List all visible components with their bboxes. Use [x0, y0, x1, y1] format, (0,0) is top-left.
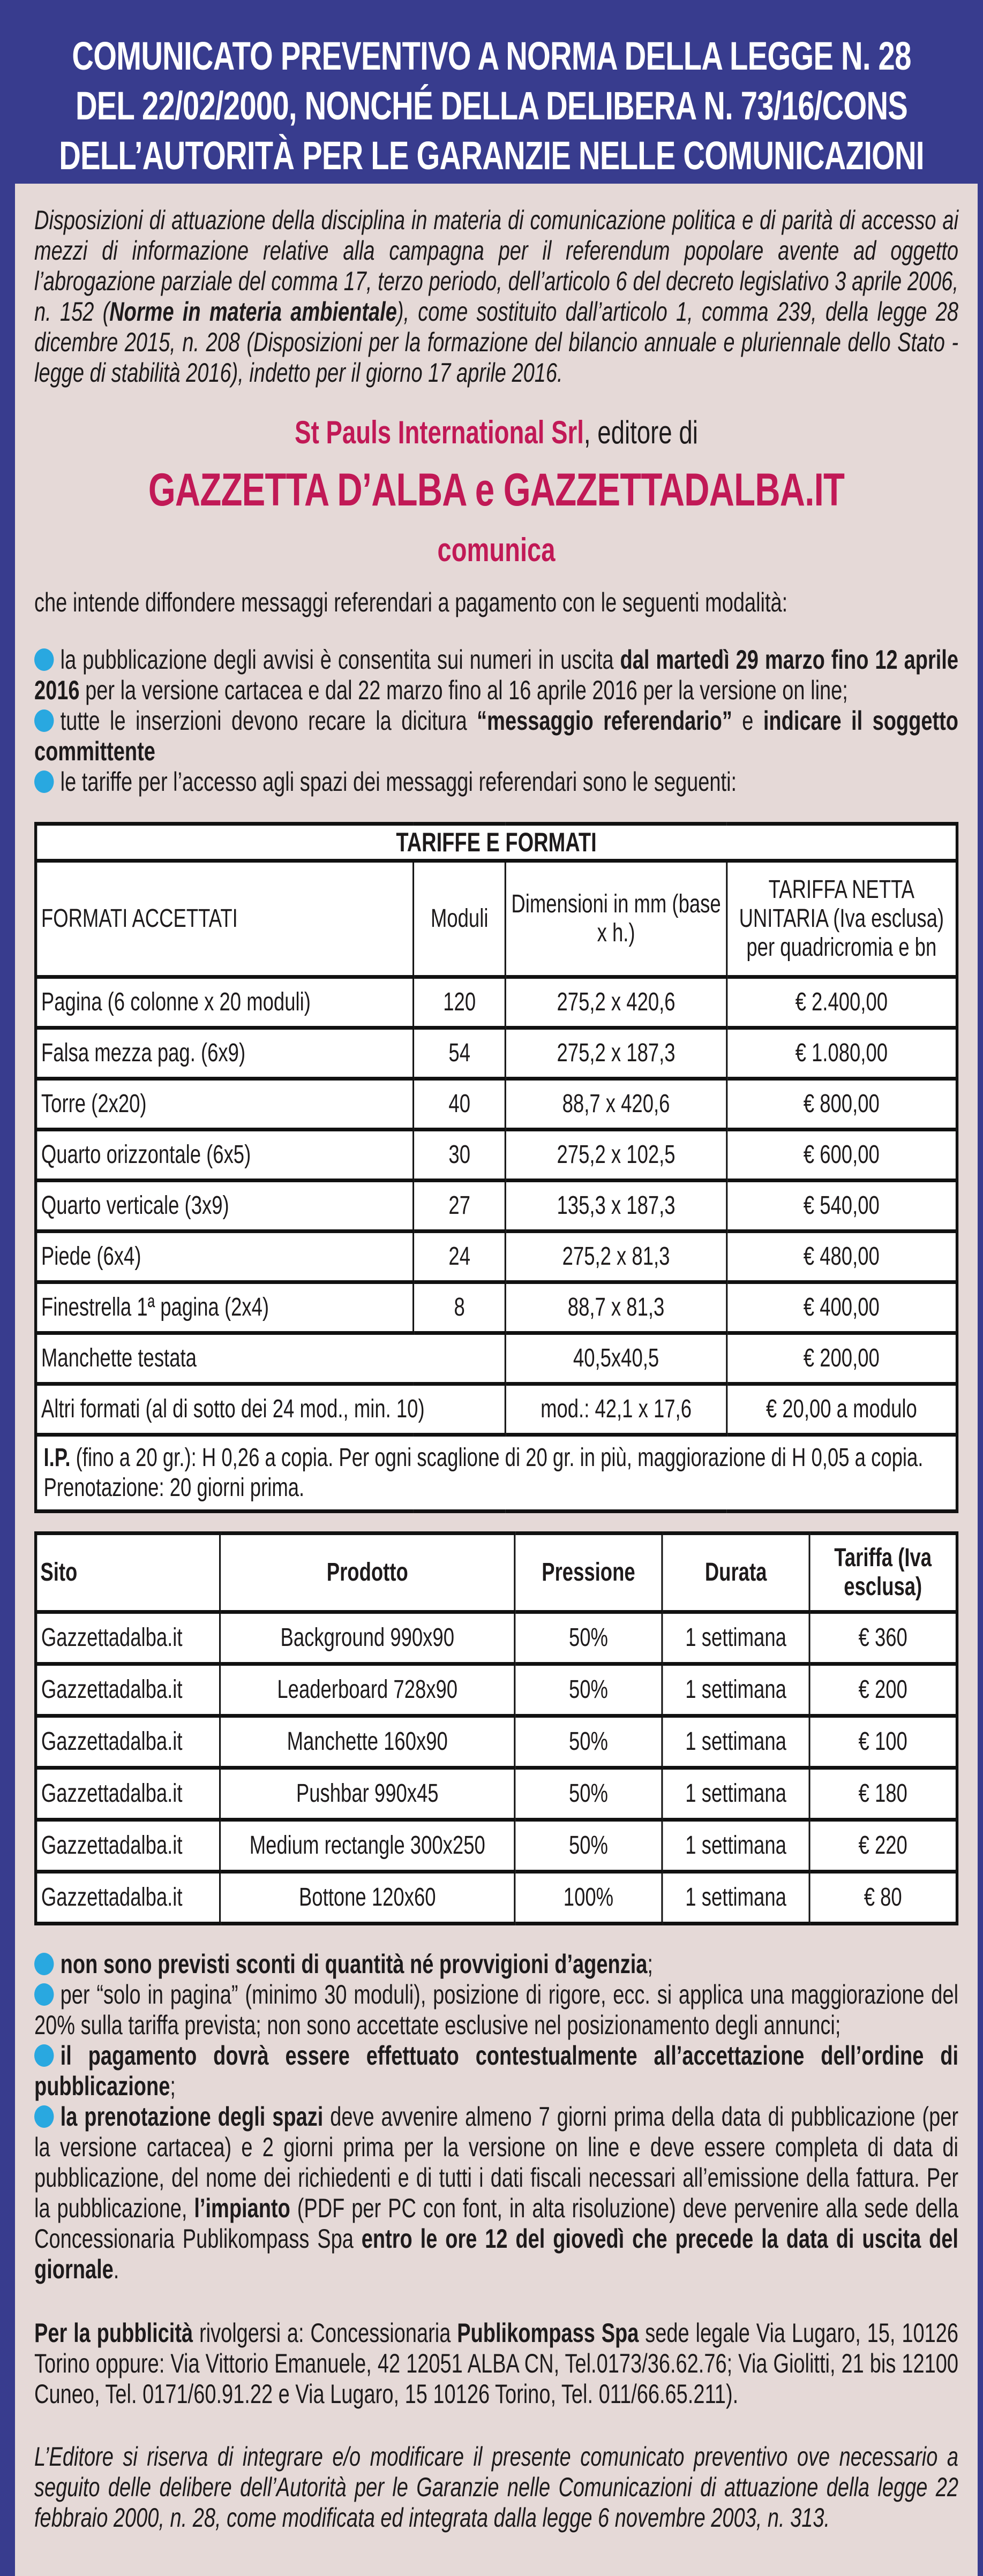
table-row: [36, 1028, 957, 1079]
disclaimer-paragraph: [34, 2442, 958, 2533]
column-header: Sito: [36, 1533, 220, 1612]
table-row: [36, 1820, 957, 1872]
table-cell: 8: [414, 1282, 506, 1333]
web-rates-table: [34, 1531, 958, 1925]
table-cell: 275,2 x 420,6: [506, 977, 727, 1028]
text-segment: (fino a 20 gr.): H 0,26 a copia. Per ogni scaglione di 20 gr. in più, maggiorazione di H 0,05 a copia. Prenotazione: 20 giorni prima.: [43, 1444, 924, 1502]
lead-paragraph: che intende diffondere messaggi referendari a pagamento con le seguenti modalità:: [34, 587, 788, 617]
text-segment: St Pauls International Srl: [295, 414, 584, 450]
intro-paragraph: [34, 205, 958, 388]
table-cell: 54: [414, 1028, 506, 1079]
table-cell: 1 settimana: [662, 1872, 809, 1924]
table-cell: € 200,00: [726, 1333, 957, 1384]
bullet-dot-icon: [34, 2105, 54, 2128]
table-cell: Quarto orizzontale (6x5): [36, 1130, 414, 1181]
text-segment: , editore di: [583, 414, 698, 450]
table-cell: € 20,00 a modulo: [726, 1384, 957, 1435]
column-header: FORMATI ACCETTATI: [36, 861, 414, 977]
column-header: Prodotto: [220, 1533, 515, 1612]
table-row: [36, 1664, 957, 1716]
comunica-line: [34, 533, 958, 568]
table-row: [36, 1232, 957, 1282]
bullet-item: [34, 2041, 958, 2102]
bullet-item: [34, 1949, 958, 1980]
table-cell: 88,7 x 420,6: [506, 1079, 727, 1130]
bullet-dot-icon: [34, 648, 54, 671]
table-cell: Gazzettadalba.it: [36, 1872, 220, 1924]
table-cell: Pushbar 990x45: [220, 1768, 515, 1820]
table-cell: mod.: 42,1 x 17,6: [506, 1384, 727, 1435]
text-segment: non sono previsti sconti di quantità né provvigioni d’agenzia: [60, 1949, 648, 1979]
table-cell: 24: [414, 1232, 506, 1282]
table-row: [36, 1768, 957, 1820]
table-row: [36, 1872, 957, 1924]
table-cell: € 200: [809, 1664, 957, 1716]
bullet-dot-icon: [34, 1983, 54, 2006]
table-cell: 50%: [515, 1820, 662, 1872]
table-cell: 30: [414, 1130, 506, 1181]
text-segment: Disposizioni di attuazione della disciplina in materia di comunicazione politica e di parità di accesso ai mezzi di informazione relative alla campagna per il referendum popolare avente ad oggetto l’abrogazione parziale del comma 17, terzo periodo, dell’articolo 6 del decreto legislativo 3 aprile 2006, n. 152 (: [34, 205, 959, 327]
table-row: [36, 1079, 957, 1130]
text-segment: ;: [170, 2071, 176, 2101]
text-segment: le tariffe per l’accesso agli spazi dei messaggi referendari sono le seguenti:: [60, 767, 737, 797]
table-cell: Finestrella 1ª pagina (2x4): [36, 1282, 414, 1333]
text-segment: .: [113, 2254, 119, 2284]
content-panel: [15, 184, 978, 2576]
table-cell: € 540,00: [726, 1181, 957, 1232]
column-header: Pressione: [515, 1533, 662, 1612]
table-row: [36, 1716, 957, 1768]
notice-title-line-3: DELL’AUTORITÀ PER LE GARANZIE NELLE COMUNICAZIONI: [59, 133, 924, 178]
table-cell: 1 settimana: [662, 1768, 809, 1820]
table-cell: Manchette 160x90: [220, 1716, 515, 1768]
text-segment: deve avvenire almeno 7 giorni prima della data di pubblicazione (per la versione cartacea) e 2 giorni prima per la versione on line e deve essere completa di data di pubblicazione, del nome dei richiedenti e di tutti i dati fiscali necessari all’emissione della fattura. Per la pubblicazione,: [34, 2102, 959, 2223]
text-segment: “messaggio referendario”: [477, 706, 732, 736]
text-segment: dal martedì 29 marzo fino 12 aprile 2016: [34, 645, 959, 705]
notice-title-line-1: COMUNICATO PREVENTIVO A NORMA DELLA LEGGE N. 28: [72, 34, 911, 78]
table-cell: € 220: [809, 1820, 957, 1872]
text-segment: Publikompass Spa: [457, 2318, 639, 2348]
table-cell: Altri formati (al di sotto dei 24 mod., min. 10): [36, 1384, 506, 1435]
table-cell: 1 settimana: [662, 1612, 809, 1664]
column-header: Dimensioni in mm (base x h.): [506, 861, 727, 977]
bullet-item: [34, 2102, 958, 2285]
table-cell: € 80: [809, 1872, 957, 1924]
bullet-item: [34, 767, 958, 797]
table-title: TARIFFE E FORMATI: [36, 824, 957, 861]
column-header: Moduli: [414, 861, 506, 977]
text-segment: GAZZETTA D’ALBA e GAZZETTADALBA.IT: [148, 464, 845, 516]
table-cell: Background 990x90: [220, 1612, 515, 1664]
notice-header: [0, 0, 983, 184]
table-cell: € 2.400,00: [726, 977, 957, 1028]
text-segment: la pubblicazione degli avvisi è consentita sui numeri in uscita: [60, 645, 620, 675]
publisher-line: [34, 415, 958, 450]
text-segment: comunica: [437, 532, 556, 569]
bullet-dot-icon: [34, 709, 54, 732]
text-segment: il pagamento dovrà essere effettuato contestualmente all’accettazione dell’ordine di pubblicazione: [34, 2041, 959, 2101]
table-header-row: [36, 861, 957, 977]
table-cell: € 360: [809, 1612, 957, 1664]
table-cell: € 400,00: [726, 1282, 957, 1333]
table-row: [36, 1130, 957, 1181]
table-cell: Falsa mezza pag. (6x9): [36, 1028, 414, 1079]
table-cell: 40,5x40,5: [506, 1333, 727, 1384]
text-segment: I.P.: [43, 1444, 71, 1472]
table-cell: € 480,00: [726, 1232, 957, 1282]
table-row: [36, 1282, 957, 1333]
text-segment: rivolgersi a: Concessionaria: [193, 2318, 457, 2348]
table-cell: Quarto verticale (3x9): [36, 1181, 414, 1232]
column-header: TARIFFA NETTA UNITARIA (Iva esclusa) per quadricromia e bn: [726, 861, 957, 977]
text-segment: entro le ore 12 del giovedì che precede la data di uscita del giornale: [34, 2224, 958, 2284]
bullet-list-top: [34, 645, 958, 797]
table-cell: Piede (6x4): [36, 1232, 414, 1282]
table-row: [36, 1435, 957, 1512]
bullet-dot-icon: [34, 1953, 54, 1975]
text-segment: ), come sostituito dall’articolo 1, comma 239, della legge 28 dicembre 2015, n. 208 (Disposizioni per la formazione del bilancio annuale e pluriennale dello Stato - legge di stabilità 2016), indetto per il giorno 17 aprile 2016.: [34, 297, 959, 388]
table-cell: Gazzettadalba.it: [36, 1716, 220, 1768]
table-cell: Medium rectangle 300x250: [220, 1820, 515, 1872]
text-segment: indicare il soggetto committente: [34, 706, 959, 766]
table-cell: 50%: [515, 1716, 662, 1768]
newspaper-title-line: [34, 465, 958, 515]
bullet-dot-icon: [34, 2044, 54, 2067]
table-cell: 135,3 x 187,3: [506, 1181, 727, 1232]
bullet-item: [34, 1980, 958, 2041]
text-segment: (PDF per PC con font, in alta risoluzione) deve pervenire alla sede della Concessionaria Publikompass Spa: [34, 2193, 959, 2254]
table-cell: 1 settimana: [662, 1664, 809, 1716]
table-cell: 50%: [515, 1768, 662, 1820]
table-cell: Gazzettadalba.it: [36, 1820, 220, 1872]
table-cell: Pagina (6 colonne x 20 moduli): [36, 977, 414, 1028]
column-header: Durata: [662, 1533, 809, 1612]
table-header-row: [36, 1533, 957, 1612]
table-row: [36, 1181, 957, 1232]
table-cell: € 1.080,00: [726, 1028, 957, 1079]
text-segment: Per la pubblicità: [34, 2318, 193, 2348]
table-cell: Gazzettadalba.it: [36, 1768, 220, 1820]
table-cell: 1 settimana: [662, 1716, 809, 1768]
bullet-item: [34, 645, 958, 706]
bullet-list-bottom: [34, 1949, 958, 2285]
contact-paragraph: [34, 2318, 958, 2409]
table-cell: Gazzettadalba.it: [36, 1612, 220, 1664]
table-title-row: [36, 824, 957, 861]
table-cell: 50%: [515, 1612, 662, 1664]
table-row: [36, 1612, 957, 1664]
table-cell: 275,2 x 81,3: [506, 1232, 727, 1282]
bullet-dot-icon: [34, 770, 54, 793]
bullet-item: [34, 706, 958, 767]
table-cell: 120: [414, 977, 506, 1028]
table-cell: 50%: [515, 1664, 662, 1716]
text-segment: l’impianto: [194, 2193, 290, 2223]
table-cell: Gazzettadalba.it: [36, 1664, 220, 1716]
table-cell: 88,7 x 81,3: [506, 1282, 727, 1333]
notice-title-line-2: DEL 22/02/2000, NONCHÉ DELLA DELIBERA N. 73/16/CONS: [75, 84, 908, 128]
table-cell: € 100: [809, 1716, 957, 1768]
table-cell: 1 settimana: [662, 1820, 809, 1872]
table-row: [36, 977, 957, 1028]
table-cell: Leaderboard 728x90: [220, 1664, 515, 1716]
text-segment: L’Editore si riserva di integrare e/o modificare il presente comunicato preventivo ove necessario a seguito delle delibere dell’Autorità per le Garanzie nelle Comunicazioni di attuazione della legge 22 febbraio 2000, n. 28, come modificata ed integrata dalla legge 6 novembre 2003, n. 313.: [34, 2442, 959, 2533]
text-segment: per “solo in pagina” (minimo 30 moduli), posizione di rigore, ecc. si applica una maggiorazione del 20% sulla tariffa prevista; non sono accettate esclusive nel posizionamento degli annunci;: [34, 1980, 959, 2040]
tariffs-formats-table: [34, 822, 958, 1513]
table-cell: 275,2 x 102,5: [506, 1130, 727, 1181]
table-cell: 275,2 x 187,3: [506, 1028, 727, 1079]
table-cell: 100%: [515, 1872, 662, 1924]
table-cell: 40: [414, 1079, 506, 1130]
table-cell: Manchette testata: [36, 1333, 506, 1384]
text-segment: la prenotazione degli spazi: [60, 2102, 324, 2132]
text-segment: e: [732, 706, 763, 736]
table-cell: Bottone 120x60: [220, 1872, 515, 1924]
text-segment: Norme in materia ambientale: [109, 297, 397, 327]
text-segment: tutte le inserzioni devono recare la dicitura: [60, 706, 477, 736]
table-cell: Torre (2x20): [36, 1079, 414, 1130]
table-row: [36, 1333, 957, 1384]
table-row: [36, 1384, 957, 1435]
text-segment: ;: [647, 1949, 653, 1979]
table-cell: € 180: [809, 1768, 957, 1820]
text-segment: sede legale Via Lugaro, 15, 10126 Torino oppure: Via Vittorio Emanuele, 42 12051 ALBA CN, Tel.0173/36.62.76; Via Giolitti, 21 bis 12100 Cuneo, Tel. 0171/60.91.22 e Via Lugaro, 15 10126 Torino, Tel. 011/66.65.211).: [34, 2318, 959, 2409]
table-cell: € 800,00: [726, 1079, 957, 1130]
text-segment: per la versione cartacea e dal 22 marzo fino al 16 aprile 2016 per la versione on line;: [79, 675, 848, 705]
column-header: Tariffa (Iva esclusa): [809, 1533, 957, 1612]
table-cell: 27: [414, 1181, 506, 1232]
table-cell: [36, 1435, 957, 1512]
table-cell: € 600,00: [726, 1130, 957, 1181]
